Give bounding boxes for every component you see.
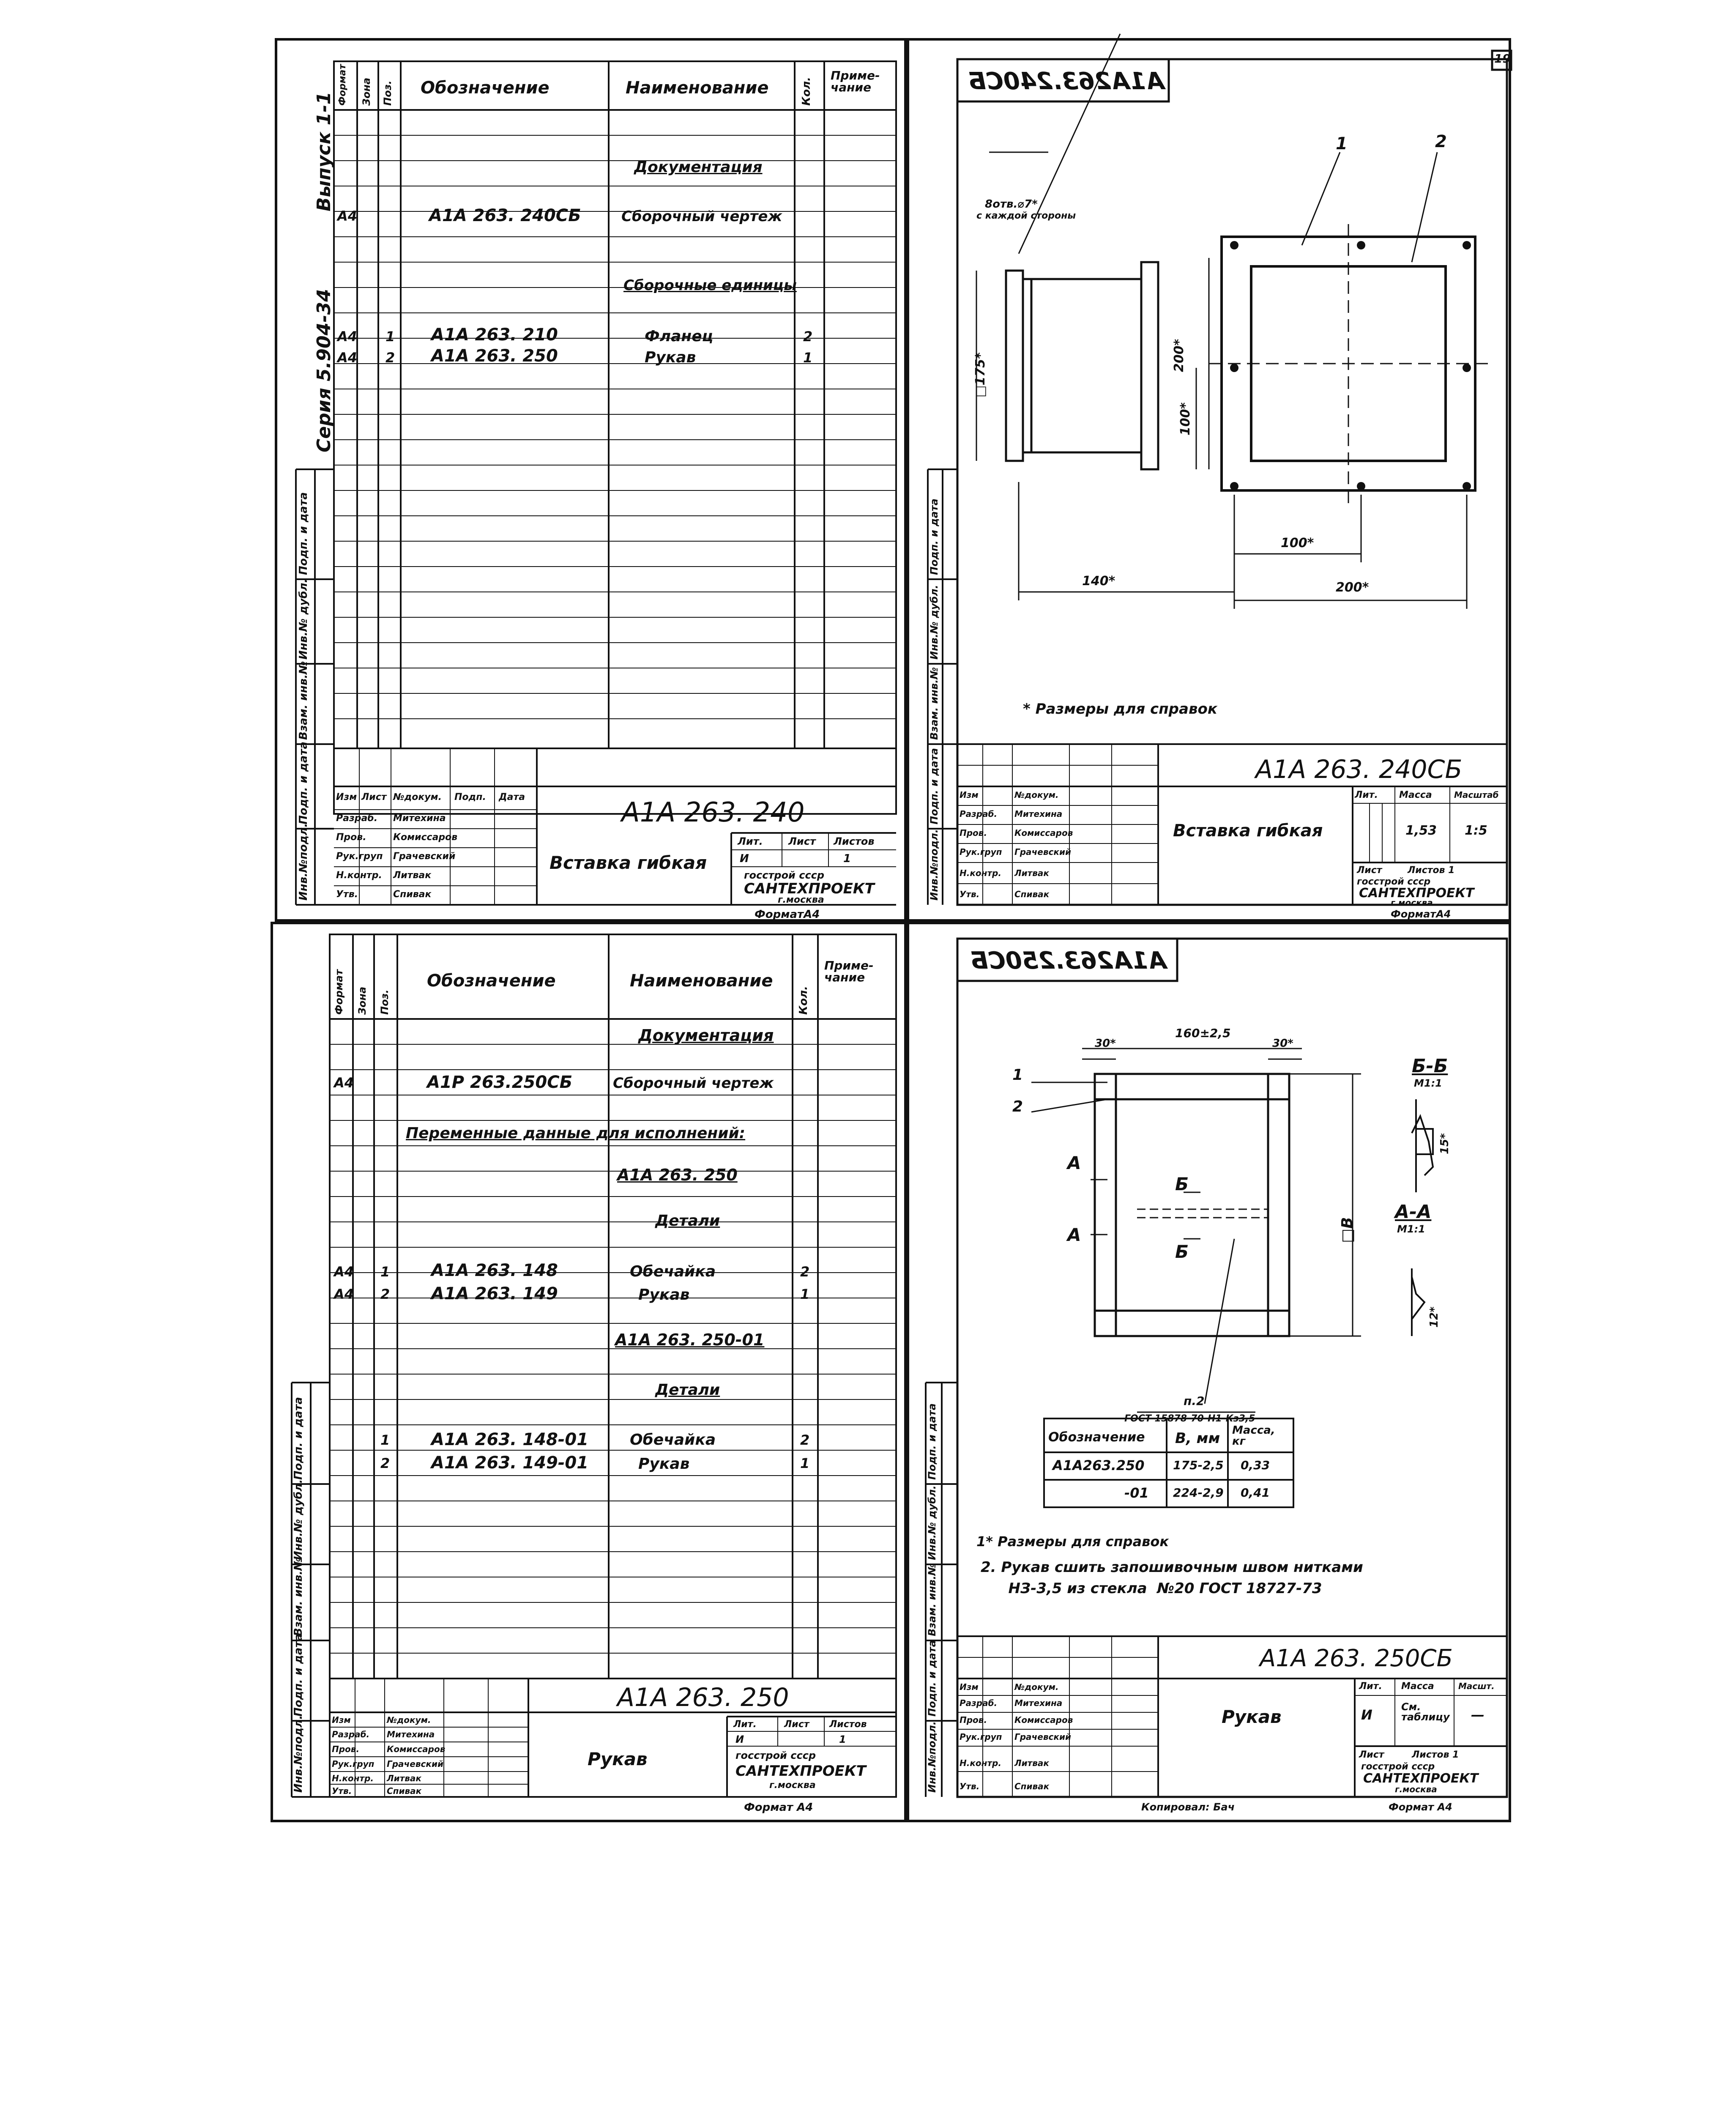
spec2-col-pos: Поз.: [379, 989, 391, 1015]
spec1-row-qty: 2: [803, 329, 813, 345]
spec1-row-designation: А1А 263. 240СБ: [429, 206, 581, 225]
tb-head-izm: Изм: [336, 792, 357, 802]
drawing1-dim-200v: 200*: [1172, 339, 1186, 372]
spec1-row-format: А4: [337, 329, 358, 345]
spec2-row-qty: 2: [800, 1264, 810, 1280]
tb3-name: Спивак: [387, 1786, 422, 1796]
drawing1-mass: 1,53: [1405, 823, 1437, 838]
drawing2-lit-head: Лит.: [1359, 1681, 1382, 1692]
tb2-name: Литвак: [1014, 868, 1049, 878]
drawing2-table-cell: А1А263.250: [1053, 1457, 1145, 1473]
tb2-name: Митехина: [1014, 809, 1063, 819]
spec2-row-variant: А1А 263. 250: [617, 1166, 738, 1184]
tb-role: Пров.: [336, 832, 366, 843]
tb4-name: Спивак: [1014, 1781, 1050, 1791]
tb3-head: №докум.: [387, 1715, 431, 1725]
drawing2-section-bb-scale: М1:1: [1414, 1077, 1442, 1089]
drawing1-format-label: ФорматА4: [1391, 908, 1451, 920]
side-stamp-label: Подп. и дата: [292, 1634, 305, 1717]
side-stamp-label: Инв.№ дубл.: [928, 585, 940, 660]
spec2-row-name: Обечайка: [630, 1263, 716, 1280]
drawing1-sheet-number: 19: [1494, 52, 1511, 66]
spec2-format-label: Формат А4: [744, 1801, 813, 1814]
tb2-role: Разраб.: [960, 809, 998, 819]
spec1-row-doc-section: Документация: [634, 159, 763, 176]
tb4-role: Н.контр.: [960, 1758, 1001, 1768]
spec1-row-designation: А1А 263. 250: [431, 346, 558, 366]
tb4-role: Пров.: [960, 1715, 987, 1725]
drawing2-format-label: Формат А4: [1389, 1801, 1452, 1813]
drawing2-table-cell: 0,33: [1241, 1458, 1270, 1472]
drawing2-seam-gost: ГОСТ 15878-70-Н1-Кз3,5: [1124, 1413, 1255, 1424]
drawing2-org3: г.москва: [1395, 1784, 1437, 1794]
spec1-code: А1А 263. 240: [621, 797, 805, 828]
tb4-head: №докум.: [1014, 1682, 1059, 1692]
tb4-head: Изм: [960, 1682, 979, 1692]
drawing1-org2: САНТЕХПРОЕКТ: [1359, 886, 1474, 901]
spec2-code: А1А 263. 250: [617, 1683, 789, 1712]
spec1-lit-head: Лит.: [738, 835, 763, 847]
tb2-name: Грачевский: [1014, 847, 1071, 857]
drawing2-sheet-head: Лист: [1359, 1750, 1384, 1760]
spec1-sheets-head: Листов: [834, 835, 875, 847]
drawing2-mass: См. таблицу: [1401, 1701, 1450, 1723]
spec2-row-name: Сборочный чертеж: [613, 1075, 774, 1092]
side-stamp-label: Подп. и дата: [297, 492, 310, 575]
drawing2-table-cell: 224-2,9: [1173, 1486, 1224, 1500]
spec1-row-format: А4: [337, 208, 358, 224]
tb4-name: Грачевский: [1014, 1732, 1071, 1742]
spec2-row-format: А4: [334, 1075, 354, 1091]
tb-head-sign: Подп.: [454, 792, 486, 802]
spec2-sheet: 1: [839, 1733, 846, 1745]
spec1-row-assembly-section: Сборочные единицы: [623, 277, 797, 294]
tb3-head: Изм: [332, 1715, 351, 1725]
tb3-role: Рук.груп: [332, 1759, 375, 1769]
spec2-row-pos: 2: [380, 1455, 390, 1471]
side-stamp-label: Инв.№ дубл.: [926, 1485, 938, 1560]
drawing1-sheet-head: Лист: [1357, 865, 1382, 876]
tb-name: Грачевский: [393, 851, 456, 862]
tb4-name: Комиссаров: [1014, 1715, 1073, 1725]
spec1-title: Вставка гибкая: [550, 852, 707, 873]
tb2-name: Спивак: [1014, 889, 1050, 899]
drawing1-hole-note: 8отв.⌀7*: [985, 198, 1038, 211]
drawing1-dim-100h: 100*: [1281, 536, 1314, 550]
side-stamp-label: Взам. инв.№: [292, 1557, 305, 1636]
tb-name: Комиссаров: [393, 832, 458, 843]
spec2-row-designation: А1А 263. 148: [431, 1261, 558, 1280]
spec1-lit: И: [740, 852, 749, 865]
spec2-col-note: Приме-чание: [824, 958, 874, 984]
drawing2-org1: госстрой ссср: [1361, 1761, 1435, 1772]
side-stamp-label: Подп. и дата: [928, 498, 940, 575]
spec2-lit: И: [735, 1733, 744, 1745]
spec2-org2: САНТЕХПРОЕКТ: [735, 1763, 866, 1780]
spec2-col-zone: Зона: [356, 986, 368, 1015]
side-stamp-label: Подп. и дата: [928, 748, 940, 824]
tb3-role: Н.контр.: [332, 1773, 374, 1783]
drawing1-org1: госстрой ссср: [1357, 876, 1431, 887]
drawing2-scale-head: Масшт.: [1458, 1681, 1495, 1691]
spec2-row-doc-section: Документация: [638, 1026, 774, 1045]
spec2-lit-head: Лит.: [733, 1719, 757, 1730]
drawing1-lit-head: Лит.: [1355, 790, 1378, 800]
tb4-name: Митехина: [1014, 1698, 1063, 1708]
drawing2-callout-2: 2: [1012, 1098, 1023, 1115]
spec1-col-note: Приме-чание: [831, 68, 880, 94]
spec1-col-designation: Обозначение: [421, 78, 550, 98]
side-stamp-label: Инв.№подл.: [928, 829, 940, 901]
drawing1-dim-100v: 100*: [1178, 402, 1193, 435]
tb2-name: Комиссаров: [1014, 828, 1073, 838]
drawing1-scale-head: Масштаб: [1454, 790, 1499, 800]
drawing2-section-bb: Б-Б: [1412, 1055, 1448, 1077]
drawing2-section-mark-b-bottom: Б: [1175, 1241, 1189, 1262]
spec2-row-format: А4: [334, 1286, 354, 1302]
tb2-head: №докум.: [1014, 790, 1059, 800]
drawing1-dim-175: □175*: [973, 352, 988, 397]
drawing1-sheets-head: Листов 1: [1408, 865, 1455, 876]
spec1-col-pos: Поз.: [382, 80, 394, 106]
side-stamp-label: Инв.№подл.: [297, 823, 310, 901]
drawing2-table-cell: 0,41: [1241, 1486, 1270, 1500]
drawing2-dim-12: 12*: [1428, 1306, 1441, 1328]
drawing2-table-cell: 175-2,5: [1173, 1458, 1224, 1472]
spec2-org1: госстрой ссср: [735, 1750, 816, 1761]
spec1-row-pos: 1: [385, 329, 395, 345]
spec1-format-label: ФорматА4: [755, 908, 820, 921]
drawing2-section-mark-a-top: А: [1067, 1153, 1081, 1173]
spec2-row-details: Детали: [655, 1381, 720, 1399]
drawing1-dim-140: 140*: [1082, 574, 1115, 589]
spec2-row-designation: А1А 263. 148-01: [431, 1430, 589, 1449]
spec2-sheets-head: Листов: [829, 1719, 867, 1730]
spec2-row-variable-data: Переменные данные для исполнений:: [406, 1125, 746, 1142]
tb3-role: Утв.: [332, 1786, 352, 1796]
spec2-row-name: Рукав: [638, 1286, 690, 1303]
drawing1-mirrored-code: А1А263.240СБ: [968, 68, 1165, 95]
spec2-row-qty: 1: [800, 1455, 810, 1471]
side-stamp-label: Подп. и дата: [297, 742, 310, 824]
drawing2-sheets-head: Листов 1: [1412, 1750, 1459, 1760]
spec1-row-pos: 2: [385, 350, 395, 366]
tb2-role: Рук.груп: [960, 847, 1002, 857]
drawing1-note: * Размеры для справок: [1023, 701, 1217, 717]
spec1-col-qty: Кол.: [800, 77, 813, 106]
tb-head-date: Дата: [499, 792, 525, 802]
drawing2-table-head-designation: Обозначение: [1048, 1430, 1145, 1445]
drawing2-note-3: НЗ-3,5 из стекла №20 ГОСТ 18727-73: [993, 1580, 1322, 1597]
spec2-col-name: Наименование: [630, 971, 773, 991]
spec2-org3: г.москва: [769, 1780, 816, 1791]
spec2-row-qty: 1: [800, 1286, 810, 1302]
drawing2-title: Рукав: [1222, 1706, 1282, 1727]
drawing2-dim-15: 15*: [1438, 1133, 1451, 1154]
spec1-row-qty: 1: [803, 350, 813, 366]
drawing2-seam-label: п.2: [1184, 1394, 1205, 1408]
drawing1-hole-note2: с каждой стороны: [976, 211, 1076, 221]
spec2-col-designation: Обозначение: [427, 971, 556, 991]
tb3-role: Разраб.: [332, 1729, 370, 1739]
spec2-row-pos: 2: [380, 1286, 390, 1302]
side-stamp-label: Инв.№ дубл.: [297, 578, 310, 660]
spec1-col-name: Наименование: [626, 78, 769, 98]
spec2-title: Рукав: [588, 1749, 648, 1769]
spec1-sheet: 1: [843, 852, 851, 865]
drawing2-table-head-b: В, мм: [1175, 1430, 1220, 1447]
spec1-row-name: Рукав: [645, 349, 696, 366]
drawing1-scale: 1:5: [1465, 823, 1487, 838]
spec2-row-designation: А1А 263. 149-01: [431, 1453, 589, 1473]
spec2-row-designation: А1А 263. 149: [431, 1284, 558, 1303]
side-stamp-label: Взам. инв.№: [926, 1563, 938, 1636]
drawing2-table-cell: -01: [1124, 1485, 1149, 1501]
drawing1-code: А1А 263. 240СБ: [1255, 755, 1463, 784]
tb4-role: Рук.груп: [960, 1732, 1002, 1742]
tb-role: Разраб.: [336, 813, 378, 824]
spec2-row-name: Рукав: [638, 1455, 690, 1473]
tb2-role: Пров.: [960, 828, 987, 838]
spec2-row-details: Детали: [655, 1212, 720, 1230]
spec1-col-format: Формат: [337, 64, 348, 106]
tb-head-doc: №докум.: [393, 792, 442, 802]
spec2-row-format: А4: [334, 1264, 354, 1280]
spec1-row-name: Сборочный чертеж: [621, 208, 782, 225]
spec1-org3: г.москва: [778, 895, 824, 905]
tb-name: Митехина: [393, 813, 446, 824]
tb3-role: Пров.: [332, 1744, 360, 1754]
drawing2-code: А1А 263. 250СБ: [1260, 1645, 1453, 1672]
spec1-org2: САНТЕХПРОЕКТ: [744, 880, 875, 897]
spec2-row-name: Обечайка: [630, 1431, 716, 1449]
drawing2-note-2: 2. Рукав сшить запошивочным швом нитками: [981, 1559, 1363, 1576]
drawing2-callout-1: 1: [1012, 1066, 1023, 1084]
tb-name: Спивак: [393, 889, 432, 900]
copied-by: Копировал: Бач: [1141, 1801, 1235, 1813]
spec1-row-designation: А1А 263. 210: [431, 325, 558, 345]
side-stamp-label: Подп. и дата: [292, 1397, 305, 1480]
drawing1-callout-2: 2: [1435, 132, 1447, 151]
drawing2-dim-30-right: 30*: [1272, 1037, 1293, 1050]
drawing2-dim-30-left: 30*: [1095, 1037, 1116, 1050]
side-stamp-label: Подп. и дата: [926, 1403, 938, 1480]
spec2-sheet-head: Лист: [784, 1719, 809, 1730]
side-stamp-label: Подп. и дата: [926, 1640, 938, 1717]
spec2-row-designation: А1Р 263.250СБ: [427, 1073, 573, 1092]
tb2-role: Утв.: [960, 889, 980, 899]
tb3-name: Комиссаров: [387, 1744, 446, 1754]
spec2-col-qty: Кол.: [797, 986, 810, 1015]
spec1-row-format: А4: [337, 350, 358, 366]
tb-role: Утв.: [336, 889, 358, 900]
drawing2-org2: САНТЕХПРОЕКТ: [1363, 1771, 1479, 1786]
spec1-col-zone: Зона: [361, 77, 372, 106]
series-label: Серия 5.904-34: [313, 289, 335, 452]
drawing2-section-mark-a-bottom: А: [1067, 1224, 1081, 1245]
drawing2-mirrored-code: А1А263.250СБ: [970, 947, 1167, 975]
drawing2-note-1: 1* Размеры для справок: [976, 1533, 1169, 1550]
drawing1-callout-1: 1: [1336, 134, 1348, 153]
side-stamp-label: Инв.№подл.: [292, 1715, 305, 1793]
tb3-name: Грачевский: [387, 1759, 443, 1769]
drawing2-dim-160: 160±2,5: [1175, 1026, 1231, 1040]
side-stamp-label: Инв.№подл.: [926, 1721, 938, 1793]
tb2-head: Изм: [960, 790, 979, 800]
spec2-row-pos: 1: [380, 1264, 390, 1280]
spec1-sheet-head: Лист: [788, 835, 816, 847]
drawing2-section-aa: А-А: [1395, 1201, 1432, 1223]
tb4-role: Утв.: [960, 1781, 980, 1791]
drawing1-org3: г.москва: [1391, 898, 1433, 908]
spec2-row-variant: А1А 263. 250-01: [615, 1331, 765, 1349]
spec2-row-qty: 2: [800, 1432, 810, 1448]
drawing1-mass-head: Масса: [1399, 790, 1432, 800]
tb4-role: Разраб.: [960, 1698, 998, 1708]
tb3-name: Митехина: [387, 1729, 435, 1739]
drawing1-dim-200h: 200*: [1336, 580, 1369, 595]
side-stamp-label: Взам. инв.№: [297, 661, 310, 740]
spec2-row-pos: 1: [380, 1432, 390, 1448]
side-stamp-label: Взам. инв.№: [928, 667, 940, 740]
drawing2-dim-b: □В: [1339, 1217, 1356, 1243]
drawing2-table-head-mass: Масса, кг: [1232, 1424, 1275, 1448]
tb3-name: Литвак: [387, 1773, 421, 1783]
issue-label: Выпуск 1-1: [313, 91, 335, 211]
tb-name: Литвак: [393, 870, 432, 881]
tb-role: Рук.груп: [336, 851, 383, 862]
spec1-org1: госстрой ссср: [744, 869, 825, 881]
drawing2-scale: —: [1471, 1707, 1484, 1723]
drawing2-section-mark-b-top: Б: [1175, 1174, 1189, 1194]
tb-head-list: Лист: [361, 792, 387, 802]
drawing2-mass-head: Масса: [1401, 1681, 1434, 1692]
side-stamp-label: Инв.№ дубл.: [292, 1479, 305, 1560]
tb4-name: Литвак: [1014, 1758, 1049, 1768]
tb2-role: Н.контр.: [960, 868, 1001, 878]
spec1-row-name: Фланец: [645, 328, 714, 345]
tb-role: Н.контр.: [336, 870, 382, 881]
drawing1-title: Вставка гибкая: [1173, 821, 1323, 841]
spec2-col-format: Формат: [333, 969, 345, 1015]
drawing2-section-aa-scale: М1:1: [1397, 1223, 1425, 1235]
drawing2-lit: И: [1361, 1707, 1372, 1723]
